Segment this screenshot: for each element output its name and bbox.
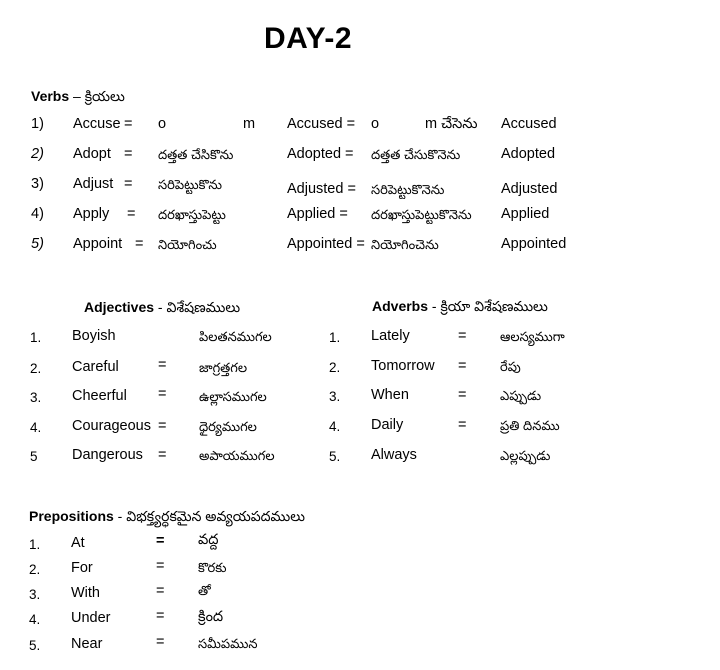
prepositions-heading-telugu: విభక్త్యర్ధకమైన అవ్యయపదములు <box>126 508 305 524</box>
verb-past-meaning: సరిపెట్టుకొనెను <box>371 182 445 197</box>
adjective-equals: = <box>158 447 167 463</box>
preposition-word: Near <box>71 636 103 652</box>
verb-word: Adjust <box>73 176 114 192</box>
verb-past-participle: Adjusted <box>501 181 558 197</box>
verb-past-meaning: నియోగించెను <box>371 237 439 252</box>
adjective-number: 5 <box>30 449 38 464</box>
preposition-number: 3. <box>29 587 41 602</box>
preposition-equals: = <box>156 558 165 574</box>
verb-past-participle: Appointed <box>501 236 567 252</box>
adjective-word: Cheerful <box>72 388 127 404</box>
adjective-number: 4. <box>30 420 42 435</box>
adjective-number: 3. <box>30 390 42 405</box>
verb-equals: = <box>124 176 133 192</box>
verb-number: 3) <box>31 176 44 192</box>
adjective-word: Courageous <box>72 418 151 434</box>
verb-meaning: నియోగించు <box>158 237 217 252</box>
preposition-meaning: క్రింద <box>198 609 224 625</box>
adjectives-heading-label: Adjectives <box>84 299 155 315</box>
verb-past: Accused = <box>287 116 356 132</box>
adjectives-heading <box>84 299 240 319</box>
verb-meaning: దరఖాస్తుపెట్టు <box>158 207 226 222</box>
prepositions-heading-label: Prepositions <box>29 508 114 524</box>
adverb-meaning: రేపు <box>500 359 521 374</box>
verb-past-meaning: దరఖాస్తుపెట్టుకొనెను <box>371 207 472 222</box>
adjective-number: 2. <box>30 361 42 376</box>
preposition-number: 1. <box>29 537 41 552</box>
adverb-equals: = <box>458 358 467 374</box>
preposition-meaning: సమీపమున <box>198 636 258 651</box>
verb-number: 5) <box>31 236 44 252</box>
adverb-meaning: ఎల్లప్పుడు <box>500 448 551 463</box>
verb-past-participle: Accused <box>501 116 557 132</box>
preposition-number: 5. <box>29 638 41 653</box>
verb-past-meaning-part: m చేసెను <box>425 116 478 132</box>
adverb-meaning: ఆలస్యముగా <box>500 329 565 344</box>
adverb-word: Daily <box>371 417 404 433</box>
verb-past: Adopted = <box>287 146 354 162</box>
adjective-equals: = <box>158 418 167 434</box>
preposition-word: At <box>71 535 85 551</box>
adverb-word: When <box>371 387 409 403</box>
adverb-equals: = <box>458 387 467 403</box>
adjectives-heading-telugu: విశేషణములు <box>166 299 241 315</box>
adverb-meaning: ఎప్పుడు <box>500 388 542 403</box>
verb-number: 4) <box>31 206 44 222</box>
verbs-heading <box>31 88 125 108</box>
preposition-word: For <box>71 560 93 576</box>
adjective-equals: = <box>158 357 167 373</box>
preposition-word: Under <box>71 610 111 626</box>
preposition-number: 2. <box>29 562 41 577</box>
preposition-equals: = <box>156 533 165 549</box>
preposition-number: 4. <box>29 612 41 627</box>
verb-meaning: o <box>158 116 167 132</box>
adverb-word: Always <box>371 447 417 463</box>
verb-number: 1) <box>31 116 44 132</box>
verb-number: 2) <box>31 146 44 162</box>
adjective-meaning: పిలతనముగల <box>199 329 272 344</box>
preposition-meaning: వద్ద <box>198 532 219 548</box>
adverb-meaning: ప్రతి దినము <box>500 418 560 433</box>
adjective-word: Careful <box>72 359 119 375</box>
adjectives-heading-separator: - <box>154 299 167 315</box>
verbs-heading-telugu: క్రియలు <box>84 88 125 104</box>
adverb-number: 3. <box>329 389 341 404</box>
verb-past-meaning: దత్తత చేసుకొనెను <box>371 147 461 162</box>
adverb-number: 1. <box>329 330 341 345</box>
adverbs-heading-label: Adverbs <box>372 298 429 314</box>
verb-past: Adjusted = <box>287 181 356 197</box>
verb-past-participle: Adopted <box>501 146 556 162</box>
verb-word: Accuse <box>73 116 121 132</box>
adverbs-heading <box>372 298 548 318</box>
preposition-equals: = <box>156 634 165 650</box>
adjective-meaning: అపాయముగల <box>199 448 275 463</box>
adjective-word: Dangerous <box>72 447 143 463</box>
verb-word: Appoint <box>73 236 123 252</box>
adverb-word: Tomorrow <box>371 358 435 374</box>
verb-meaning-part: m <box>243 116 256 132</box>
verb-equals: = <box>127 206 136 222</box>
adverbs-heading-telugu: క్రియా విశేషణములు <box>440 298 548 314</box>
adjective-meaning: ఉల్లాసముగల <box>199 389 267 404</box>
verbs-heading-separator: – <box>69 88 85 104</box>
verb-meaning: దత్తత చేసికొను <box>158 147 234 162</box>
verb-equals: = <box>124 146 133 162</box>
verb-past: Appointed = <box>287 236 365 252</box>
prepositions-heading-separator: - <box>113 508 127 524</box>
verb-meaning: సరిపెట్టుకొను <box>158 177 222 192</box>
adjective-equals: = <box>158 386 167 402</box>
verbs-heading-label: Verbs <box>31 88 70 104</box>
verb-past-meaning: o <box>371 116 380 132</box>
verb-word: Adopt <box>73 146 111 162</box>
prepositions-heading <box>29 508 305 528</box>
page-title: DAY-2 <box>264 22 353 55</box>
adverb-number: 4. <box>329 419 341 434</box>
adjective-number: 1. <box>30 330 42 345</box>
adjective-meaning: ధైర్యముగల <box>199 419 257 434</box>
verb-word: Apply <box>73 206 110 222</box>
adverb-equals: = <box>458 417 467 433</box>
adverb-equals: = <box>458 328 467 344</box>
preposition-word: With <box>71 585 100 601</box>
preposition-equals: = <box>156 583 165 599</box>
adjective-meaning: జాగ్రత్తగల <box>199 360 248 375</box>
verb-equals: = <box>135 236 144 252</box>
preposition-meaning: కొరకు <box>198 560 227 575</box>
verb-past: Applied = <box>287 206 348 222</box>
adverb-word: Lately <box>371 328 410 344</box>
verb-equals: = <box>124 116 133 132</box>
adverb-number: 5. <box>329 449 341 464</box>
adjective-word: Boyish <box>72 328 116 344</box>
verb-past-participle: Applied <box>501 206 550 222</box>
adverb-number: 2. <box>329 360 341 375</box>
adverbs-heading-separator: - <box>428 298 441 314</box>
preposition-equals: = <box>156 608 165 624</box>
preposition-meaning: తో <box>198 583 211 598</box>
